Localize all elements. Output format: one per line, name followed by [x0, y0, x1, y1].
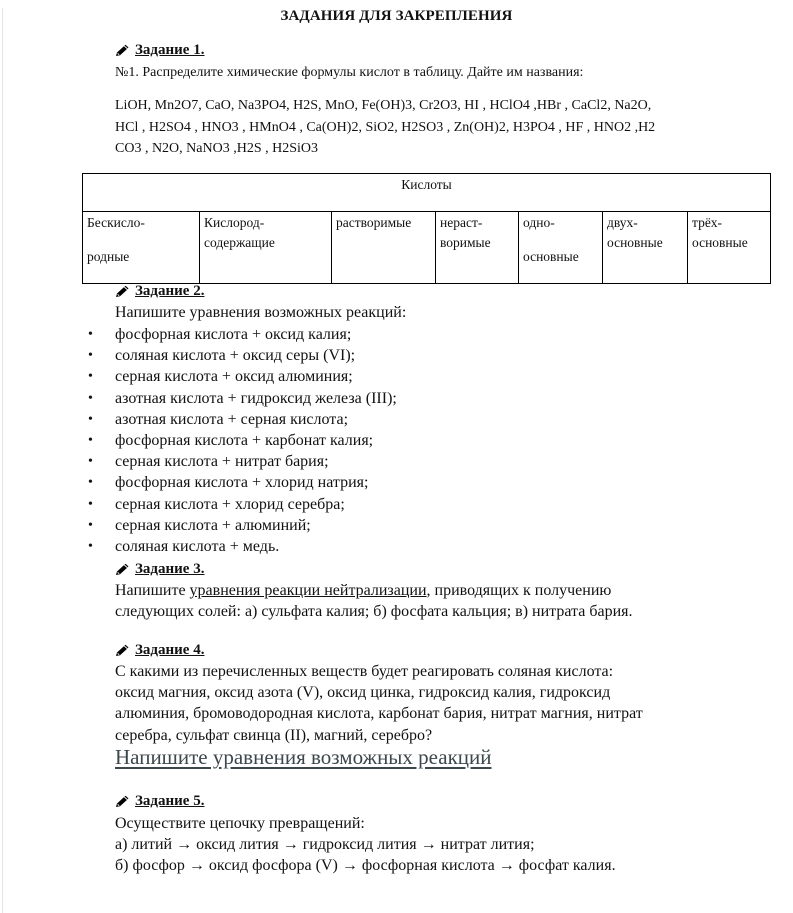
list-item: • азотная кислота + серная кислота; — [88, 409, 397, 430]
chain-b: б) фосфор → оксид фосфора (V) → фосфорная кислота → фосфат калия. — [115, 857, 616, 875]
task-5-text — [115, 813, 616, 877]
task-2-instruction: Напишите уравнения возможных реакций: — [115, 304, 407, 321]
list-item: • серная кислота + хлорид серебра; — [88, 494, 397, 515]
column-label: содержащие — [204, 235, 275, 250]
formulas-line: HCl , H2SO4 , HNO3 , HMnO4 , Ca(OH)2, SiO2, H2SO3 , Zn(OH)2, H3PO4 , HF , HNO2 ,H2 — [115, 119, 656, 135]
task-1-formulas — [115, 95, 655, 160]
column-label: основные — [607, 235, 663, 250]
table-cell-anoxic[interactable] — [83, 212, 200, 284]
column-label: основные — [523, 249, 579, 264]
text-span: Напишите — [115, 582, 190, 599]
column-label: основные — [692, 235, 748, 250]
list-item: • фосфорная кислота + карбонат калия; — [88, 430, 397, 451]
list-item: • фосфорная кислота + хлорид натрия; — [88, 472, 397, 493]
column-label: Бескисло- — [87, 215, 145, 230]
task-4-line: С какими из перечисленных веществ будет реагировать соляная кислота: — [115, 663, 614, 680]
chain-a: а) литий → оксид лития → гидроксид лития → нитрат лития; — [115, 836, 535, 854]
table-cell-insoluble[interactable] — [436, 212, 519, 284]
reactions-list — [88, 324, 397, 557]
table-cell-soluble[interactable] — [332, 212, 436, 284]
table-cell-oxygenated[interactable] — [200, 212, 332, 284]
table-cell-tribasic[interactable] — [688, 212, 771, 284]
table-cell-dibasic[interactable] — [603, 212, 688, 284]
list-item: • фосфорная кислота + оксид калия; — [88, 324, 397, 345]
task-4-heading — [115, 642, 204, 659]
task-4-line: серебра, сульфат свинца (II), магний, серебро? — [115, 726, 433, 744]
task-3-text — [115, 580, 633, 622]
acids-table-header: Кислоты — [83, 174, 771, 212]
pencil-icon — [115, 44, 130, 57]
list-item: • серная кислота + оксид алюминия; — [88, 366, 397, 387]
task-5-heading — [115, 793, 204, 810]
write-equations-link[interactable]: Напишите уравнения возможных реакций — [115, 745, 492, 769]
column-label: растворимые — [336, 215, 412, 230]
pencil-icon — [115, 563, 130, 576]
task-1-heading-text: Задание 1. — [135, 42, 205, 58]
pencil-icon — [115, 285, 130, 298]
task-5-heading-text: Задание 5. — [135, 793, 205, 809]
task-4-heading-text: Задание 4. — [135, 642, 205, 658]
task-4-line: оксид магния, оксид азота (V), оксид цинка, гидроксид калия, гидроксид — [115, 684, 611, 702]
page-title: ЗАДАНИЯ ДЛЯ ЗАКРЕПЛЕНИЯ — [280, 8, 513, 24]
list-item: • соляная кислота + медь. — [88, 536, 397, 557]
list-item: • серная кислота + нитрат бария; — [88, 451, 397, 472]
list-item: • соляная кислота + оксид серы (VI); — [88, 345, 397, 366]
task-1-heading — [115, 42, 204, 59]
task-3-heading — [115, 561, 204, 578]
column-label: родные — [87, 249, 130, 264]
text-span: , приводящих к получению — [426, 582, 612, 599]
column-label: воримые — [440, 235, 491, 250]
formulas-line: LiOH, Mn2O7, CaO, Na3PO4, H2S, MnO, Fe(OH)3, Cr2O3, HI , HClO4 ,HBr , CaCl2, Na2O, — [115, 98, 652, 113]
acids-table — [82, 173, 771, 284]
task-3-heading-text: Задание 3. — [135, 561, 205, 577]
column-label: двух- — [607, 215, 638, 230]
list-item: • серная кислота + алюминий; — [88, 515, 397, 536]
task-3-line-2: следующих солей: а) сульфата калия; б) фосфата кальция; в) нитрата бария. — [115, 603, 633, 621]
task-4-line: алюминия, бромоводородная кислота, карбонат бария, нитрат магния, нитрат — [115, 705, 643, 723]
list-item: • азотная кислота + гидроксид железа (III); — [88, 388, 397, 409]
column-label: трёх- — [692, 215, 723, 230]
underlined-term: уравнения реакции нейтрализации — [189, 582, 427, 599]
formulas-line: CO3 , N2O, NaNO3 ,H2S , H2SiO3 — [115, 141, 319, 156]
task-4-text — [115, 661, 643, 746]
column-label: одно- — [523, 215, 555, 230]
column-label: Кислород- — [204, 215, 265, 230]
table-cell-monobasic[interactable] — [519, 212, 603, 284]
task-2-heading — [115, 283, 204, 300]
column-label: нераст- — [440, 215, 483, 230]
task-3-line-1 — [115, 580, 633, 601]
task-2-heading-text: Задание 2. — [135, 283, 205, 299]
task-1-instruction: №1. Распределите химические формулы кислот в таблицу. Дайте им названия: — [115, 65, 584, 80]
page-edge — [2, 8, 3, 913]
pencil-icon — [115, 644, 130, 657]
pencil-icon — [115, 795, 130, 808]
task-5-instruction: Осуществите цепочку превращений: — [115, 815, 365, 832]
